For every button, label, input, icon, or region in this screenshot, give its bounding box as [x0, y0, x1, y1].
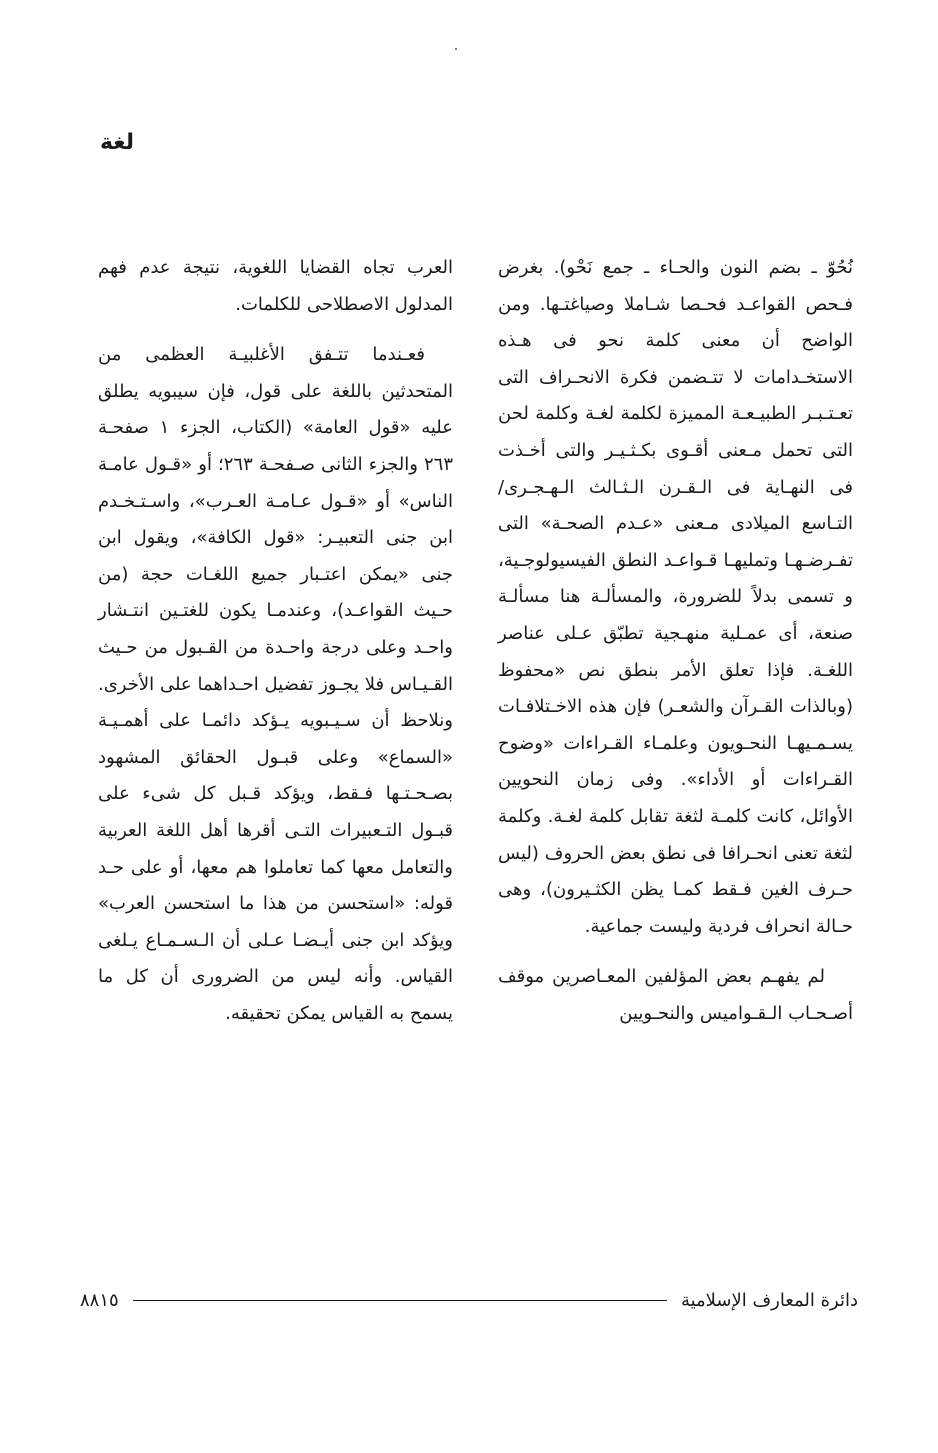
page-footer — [80, 1285, 858, 1315]
right-column-paragraph-1: نُحُوّ ـ بضم النون والحـاء ـ جمع نَحْو). بغرض فـحص القواعـد فحـصا شـاملا وصياغتـها. ومن الواضح أن معنى كلمة نحو فى هـذه الاستخـدامات لا تتـضمن فكرة الانحـراف التى تعـتـبـر الطبيـعـة المميزة لكلمة لغـة وكلمة لحن التى تحمل مـعنى أقـوى بكـثـيـر والتى أخـذت فى النهـاية فى الـقـرن الـثـالث الـهـجـرى/ التـاسع الميلادى مـعنى «عـدم الصحـة» التى تفـرضـهـا وتمليهـا قـواعـد النطق الفيسيولوجـية، و تسمى بدلاً للضرورة، والمسألـة هنا مسألـة صنعة، أى عمـلية منهـجية تطبّق عـلى عناصر اللغـة. فإذا تعلق الأمر بنطق نص «محفوظ (وبالذات القـرآن والشعـر) فإن هذه الاخـتلافـات يسـمـيهـا النحـويون وعلمـاء القـراءات «وضوح القـراءات أو الأداء». وفى زمان النحويين الأوائل، كانت كلمـة لثغة تقابل كلمة لغـة. وكلمة لثغة تعنى انحـرافا فى نطق بعض الحروف (ليس حـرف الغين فـقط كمـا يظن الكثـيرون)، وهى حـالة انحراف فردية وليست جماعية. — [498, 257, 853, 937]
scan-speck — [455, 48, 457, 50]
left-column-paragraph-2: فعـندما تتـفق الأغلبيـة العظمى من المتحدثين باللغة على قول، فإن سيبويه يطلق عليه «قول العامة» (الكتاب، الجزء ١ صفحـة ٢٦٣ والجزء الثانى صـفحـة ٢٦٣؛ أو «قـول عامـة الناس» أو «قـول عـامـة العـرب»، واسـتـخـدم ابن جنى التعبيـر: «قول الكافة»، ويقول ابن جنى «يمكن اعتـبار جميع اللغـات حجة (من حـيث القواعـد)، وعندمـا يكون للغتـين انتـشار واحـد وعلى درجة واحـدة من القـبول من حـيث القـيـاس فلا يجـوز تفضيل احـداهما على الأخرى. ونلاحظ أن سـيـبويه يـؤكد دائمـا على أهمـيـة «السماع» وعلى قبـول الحقائق المشهود بصـحـتـها فـقط، ويؤكد قـبل كل شىء على قبـول التـعبيرات التـى أقرها أهل اللغة العربية والتعامل معها كما تعاملوا هم معها، أو على حـد قوله: «استحسن من هذا ما استحسن العرب» ويؤكد ابن جنى أيـضـا عـلى أن الـسـمـاع يـلغى القياس. وأنه ليس من الضرورى أن كل ما يسمح به القياس يمكن تحقيقه. — [98, 344, 453, 1024]
footer-book-title: دائرة المعارف الإسلامية — [680, 1289, 858, 1311]
footer-divider — [133, 1300, 667, 1301]
left-column — [98, 250, 453, 1032]
left-column-paragraph-1: العرب تجاه القضايا اللغوية، نتيجة عدم فهم المدلول الاصطلاحى للكلمات. — [98, 257, 453, 315]
right-column — [498, 250, 853, 1032]
right-column-paragraph-2: لم يفهـم بعض المؤلفين المعـاصرين موقف أصـحـاب الـقـواميس والنحـويين — [498, 966, 853, 1024]
page-number: ٨٨١٥ — [80, 1289, 119, 1311]
running-header: لغة — [99, 130, 134, 155]
